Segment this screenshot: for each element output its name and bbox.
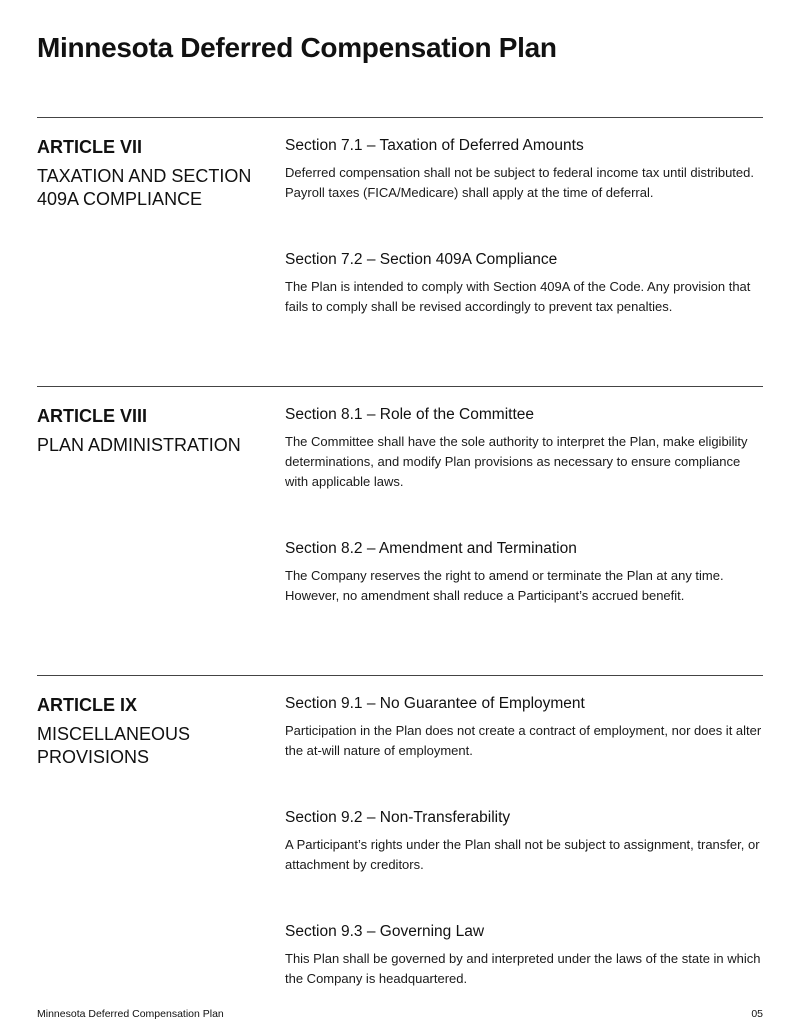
article-title: PLAN ADMINISTRATION	[37, 435, 241, 455]
footer-page-number: 05	[751, 1008, 763, 1020]
section-heading: Section 7.2 – Section 409A Compliance	[285, 251, 558, 268]
section-body: A Participant’s rights under the Plan shall not be subject to assignment, transfer, or attachment by creditors.	[285, 837, 760, 872]
section-body: The Committee shall have the sole authority to interpret the Plan, make eligibility determinations, and modify Plan provisions as necessary to ensure compliance with applicable laws.	[285, 434, 748, 489]
article-number: ARTICLE VIII	[37, 406, 148, 426]
divider-rule	[37, 675, 763, 676]
section-block	[285, 405, 763, 492]
section-block	[285, 250, 763, 317]
section-heading: Section 7.1 – Taxation of Deferred Amounts	[285, 137, 584, 154]
section-block	[285, 539, 763, 606]
article-number: ARTICLE IX	[37, 695, 138, 715]
page-title: Minnesota Deferred Compensation Plan	[37, 32, 557, 63]
section-block	[285, 808, 763, 875]
divider-rule	[37, 386, 763, 387]
section-heading: Section 8.1 – Role of the Committee	[285, 406, 534, 423]
article-title: MISCELLANEOUS PROVISIONS	[37, 724, 191, 767]
article-number: ARTICLE VII	[37, 137, 143, 157]
section-block	[285, 136, 763, 203]
section-block	[285, 694, 763, 761]
footer-document-title: Minnesota Deferred Compensation Plan	[37, 1008, 224, 1020]
article-title: TAXATION AND SECTION 409A COMPLIANCE	[37, 166, 252, 209]
section-heading: Section 9.2 – Non-Transferability	[285, 809, 511, 826]
section-body: The Company reserves the right to amend or terminate the Plan at any time. However, no amendment shall reduce a Participant’s accrued benefit.	[285, 568, 724, 603]
section-block	[285, 922, 763, 989]
section-heading: Section 8.2 – Amendment and Termination	[285, 540, 577, 557]
section-heading: Section 9.1 – No Guarantee of Employment	[285, 695, 585, 712]
section-body: Participation in the Plan does not create a contract of employment, nor does it alter the at-will nature of employment.	[285, 723, 762, 758]
divider-rule	[37, 117, 763, 118]
section-body: Deferred compensation shall not be subject to federal income tax until distributed. Payroll taxes (FICA/Medicare) shall apply at the time of deferral.	[285, 165, 754, 200]
section-body: This Plan shall be governed by and interpreted under the laws of the state in which the Company is headquartered.	[285, 951, 761, 986]
section-body: The Plan is intended to comply with Section 409A of the Code. Any provision that fails to comply shall be revised accordingly to prevent tax penalties.	[285, 279, 751, 314]
section-heading: Section 9.3 – Governing Law	[285, 923, 485, 940]
